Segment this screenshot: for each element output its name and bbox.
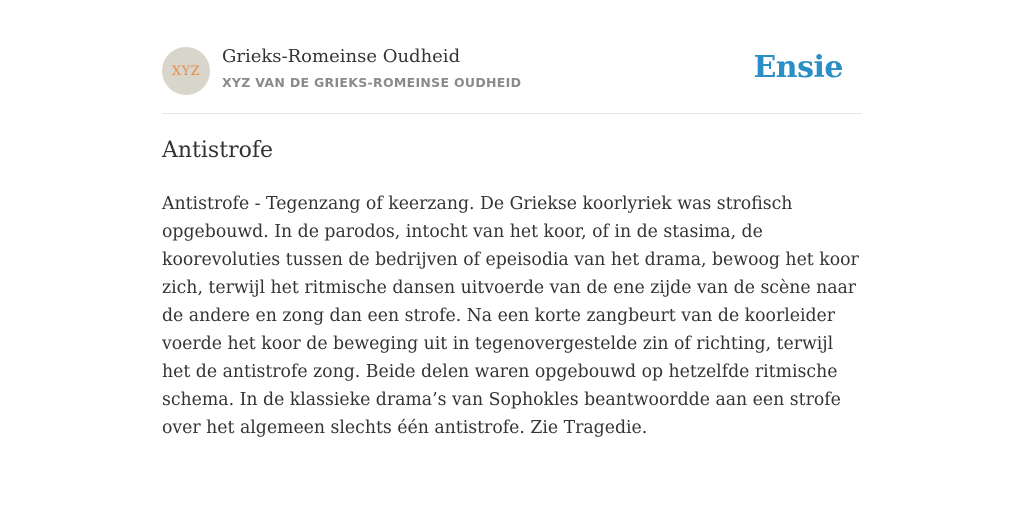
source-title[interactable]: Grieks-Romeinse Oudheid [222, 46, 461, 67]
ensie-logo[interactable]: Ensie [753, 50, 843, 85]
entry-body: Antistrofe - Tegenzang of keerzang. De Griekse koorlyriek was strofisch opgebouwd. In de parodos, intocht van het koor, of in de stasima, de koorevoluties tussen de bedrijven of epeisodia van het drama, bewoog het koor zich, terwijl het ritmische dansen uitvoerde van de ene zijde van de scène naar de andere en zong dan een strofe. Na een korte zangbeurt van de koorleider voerde het koor de beweging uit in tegenovergestelde zin of richting, terwijl het de antistrofe zong. Beide delen waren opgebouwd op hetzelfde ritmische schema. In de klassieke drama’s van Sophokles beantwoordde aan een strofe over het algemeen slechts één antistrofe. Zie Tragedie. [162, 194, 859, 438]
entry-title: Antistrofe [162, 138, 273, 163]
entry-card [162, 0, 862, 438]
source-subtitle: XYZ VAN DE GRIEKS-ROMEINSE OUDHEID [222, 75, 522, 90]
source-header [162, 0, 862, 114]
source-avatar[interactable]: XYZ [162, 47, 210, 95]
